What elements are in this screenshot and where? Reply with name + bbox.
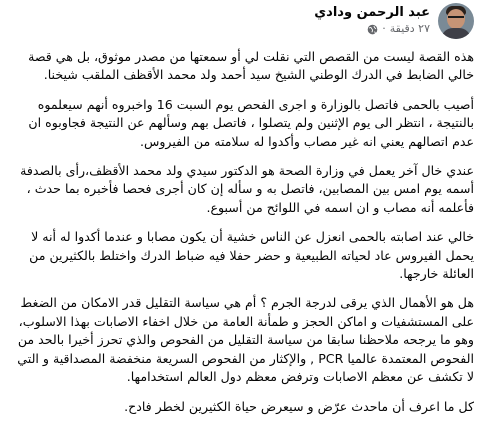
- post-paragraph: كل ما اعرف أن ماحدث عرّض و سيعرض حياة الكثيرين لخطر فادح.: [124, 398, 474, 414]
- post-meta: [314, 2, 430, 36]
- post-paragraph: عندي خال آخر يعمل في وزارة الصحة هو الدكتور سيدي ولد محمد الأقظف،رأى بالصدفة أسمه يوم امس بين المصابين، فاتصل به و سأله إن كان أجرى فحصا فأخبره بما حدث ، فأعلمه أنه مصاب و ان اسمه في اللوائح من أسبوع.: [20, 163, 474, 215]
- post-header: [8, 0, 474, 48]
- author-avatar[interactable]: [438, 3, 474, 39]
- post-paragraph: خالي عند اصابته بالحمى انعزل عن الناس خشية أن يكون مصابا و عندما أكدوا له أنه لا يحمل الفيروس عاد لحياته الطبيعية و حضر حفلا فيه ضباط الدرك واختلط بالكثيرين من العائلة خارجها.: [29, 229, 474, 282]
- author-name[interactable]: عبد الرحمن ودادي: [314, 5, 430, 20]
- globe-icon[interactable]: [367, 24, 378, 35]
- post-timestamp[interactable]: ٢٧ دقيقة: [389, 22, 430, 35]
- post-body: [8, 48, 474, 416]
- post-paragraph: هل هو الأهمال الذي يرقى لدرجة الجرم ؟ أم هي سياسة التقليل قدر الامكان من الضغط على المستشفيات و اماكن الحجز و طمأنة العامة من خلال اخفاء الاصابات بهذا الاسلوب، وهو ما يرجحه ملاحظنا سابقا من سياسة التقليل من الفحوص والذي تحرز أخيرا بالحد من الفحوص المعتمدة عالميا PCR , والإكثار من الفحوص السريعة منخفضة المصداقية و التي لا تكشف عن معظم الاصابات وترفض معظم دول العالم استخدامها.: [17, 295, 474, 385]
- post-paragraph: هذه القصة ليست من القصص التي نقلت لي أو سمعتها من مصدر موثوق، بل هي قصة خالي الضابط في الدرك الوطني الشيخ سيد أحمد ولد محمد الأقظف الملقب شيخنا.: [28, 49, 474, 83]
- separator-dot: ·: [382, 22, 386, 35]
- post-paragraph: أصيب بالحمى فاتصل بالوزارة و اجرى الفحص يوم السبت 16 واخبروه أنهم سيعلموه بالنتيجة ، انتظر الى يوم الإثنين ولم يتصلوا ، فاتصل بهم وسألهم عن النتيجة فجاوبوه ان عدم اتصالهم يعني انه غير مصاب وأكدوا له سلامته من الفيروس.: [28, 96, 474, 149]
- post-subline: [314, 22, 430, 36]
